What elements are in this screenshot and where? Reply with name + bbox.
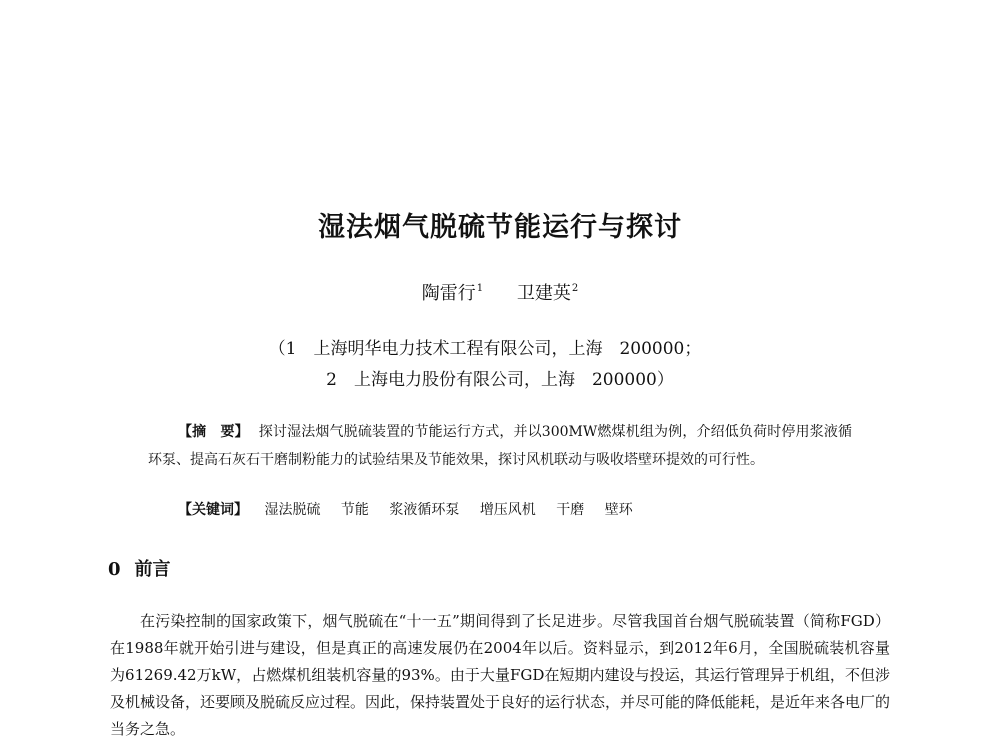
section-heading [108,555,171,581]
body-paragraph: 在污染控制的国家政策下，烟气脱硫在“十一五”期间得到了长足进步。尽管我国首台烟气脱硫装置（简称FGD）在1988年就开始引进与建设，但是真正的高速发展仍在2004年以后。资料显示，到2012年6月，全国脱硫装机容量为61269.42万kW，占燃煤机组装机容量的93%。由于大量FGD在短期内建设与投运，其运行管理异于机组，不但涉及机械设备，还要顾及脱硫反应过程。因此，保持装置处于良好的运行状态，并尽可能的降低能耗，是近年来各电厂的当务之急。 [110,612,891,738]
author-list [0,279,1000,305]
keyword: 浆液循环泵 [389,502,460,518]
keyword: 壁环 [604,502,633,518]
abstract [148,418,852,474]
keyword: 干磨 [556,502,585,518]
author-1-affiliation-mark: 1 [476,283,484,294]
abstract-label: 【摘 要】 [178,424,249,440]
abstract-text: 探讨湿法烟气脱硫装置的节能运行方式，并以300MW燃煤机组为例，介绍低负荷时停用浆液循环泵、提高石灰石干磨制粉能力的试验结果及节能效果，探讨风机联动与吸收塔壁环提效的可行性。 [148,424,852,468]
keyword: 湿法脱硫 [264,502,321,518]
author-1-name: 陶雷行 [421,283,476,304]
affiliation-1: （1 上海明华电力技术工程有限公司，上海 200000； [268,339,702,359]
keyword: 增压风机 [479,502,536,518]
author-2-name: 卫建英 [516,283,571,304]
author-2-affiliation-mark: 2 [571,283,579,294]
section-title: 前言 [134,559,171,580]
affiliation-2: 2 上海电力股份有限公司，上海 200000） [326,370,674,390]
section-number: 0 [108,559,121,580]
keywords-label: 【关键词】 [178,502,248,518]
keyword: 节能 [340,502,369,518]
keywords [178,499,649,519]
author-1 [422,283,483,304]
page-title: 湿法烟气脱硫节能运行与探讨 [318,212,682,243]
author-2 [517,283,578,304]
